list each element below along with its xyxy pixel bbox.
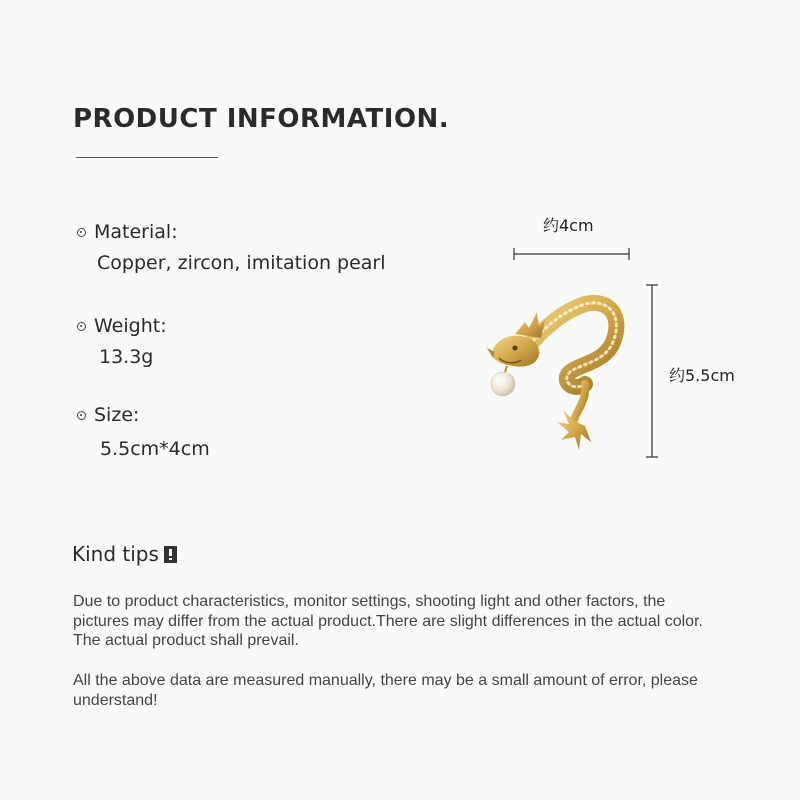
- width-dimension-label: 约4cm: [543, 216, 594, 235]
- title-underline: [76, 157, 218, 158]
- kind-tips-title: Kind tips: [72, 542, 159, 566]
- page-title: PRODUCT INFORMATION.: [73, 104, 450, 134]
- height-dimension-label: 约5.5cm: [669, 366, 735, 385]
- bullet-icon: [77, 228, 86, 237]
- measurement-note: All the above data are measured manually, there may be a small amount of error, please understand!: [73, 672, 698, 709]
- spec-weight: [77, 315, 167, 368]
- spec-label: Material:: [94, 221, 178, 243]
- bullet-icon: [77, 322, 86, 331]
- spec-value: Copper, zircon, imitation pearl: [97, 252, 386, 274]
- exclamation-icon: [164, 546, 177, 563]
- dragon-brooch-image: [485, 292, 630, 457]
- spec-size: [77, 404, 210, 460]
- spec-value: 13.3g: [99, 346, 154, 368]
- spec-label: Size:: [94, 404, 140, 426]
- kind-tips-heading: [72, 542, 177, 566]
- bullet-icon: [77, 411, 86, 420]
- spec-label: Weight:: [94, 315, 167, 337]
- spec-material: [77, 221, 386, 274]
- spec-value: 5.5cm*4cm: [100, 438, 210, 460]
- disclaimer-paragraph: Due to product characteristics, monitor settings, shooting light and other factors, the pictures may differ from the actual product.There are slight differences in the actual color. The actual product shall prevail.: [73, 593, 703, 649]
- height-dimension-line: [646, 285, 658, 457]
